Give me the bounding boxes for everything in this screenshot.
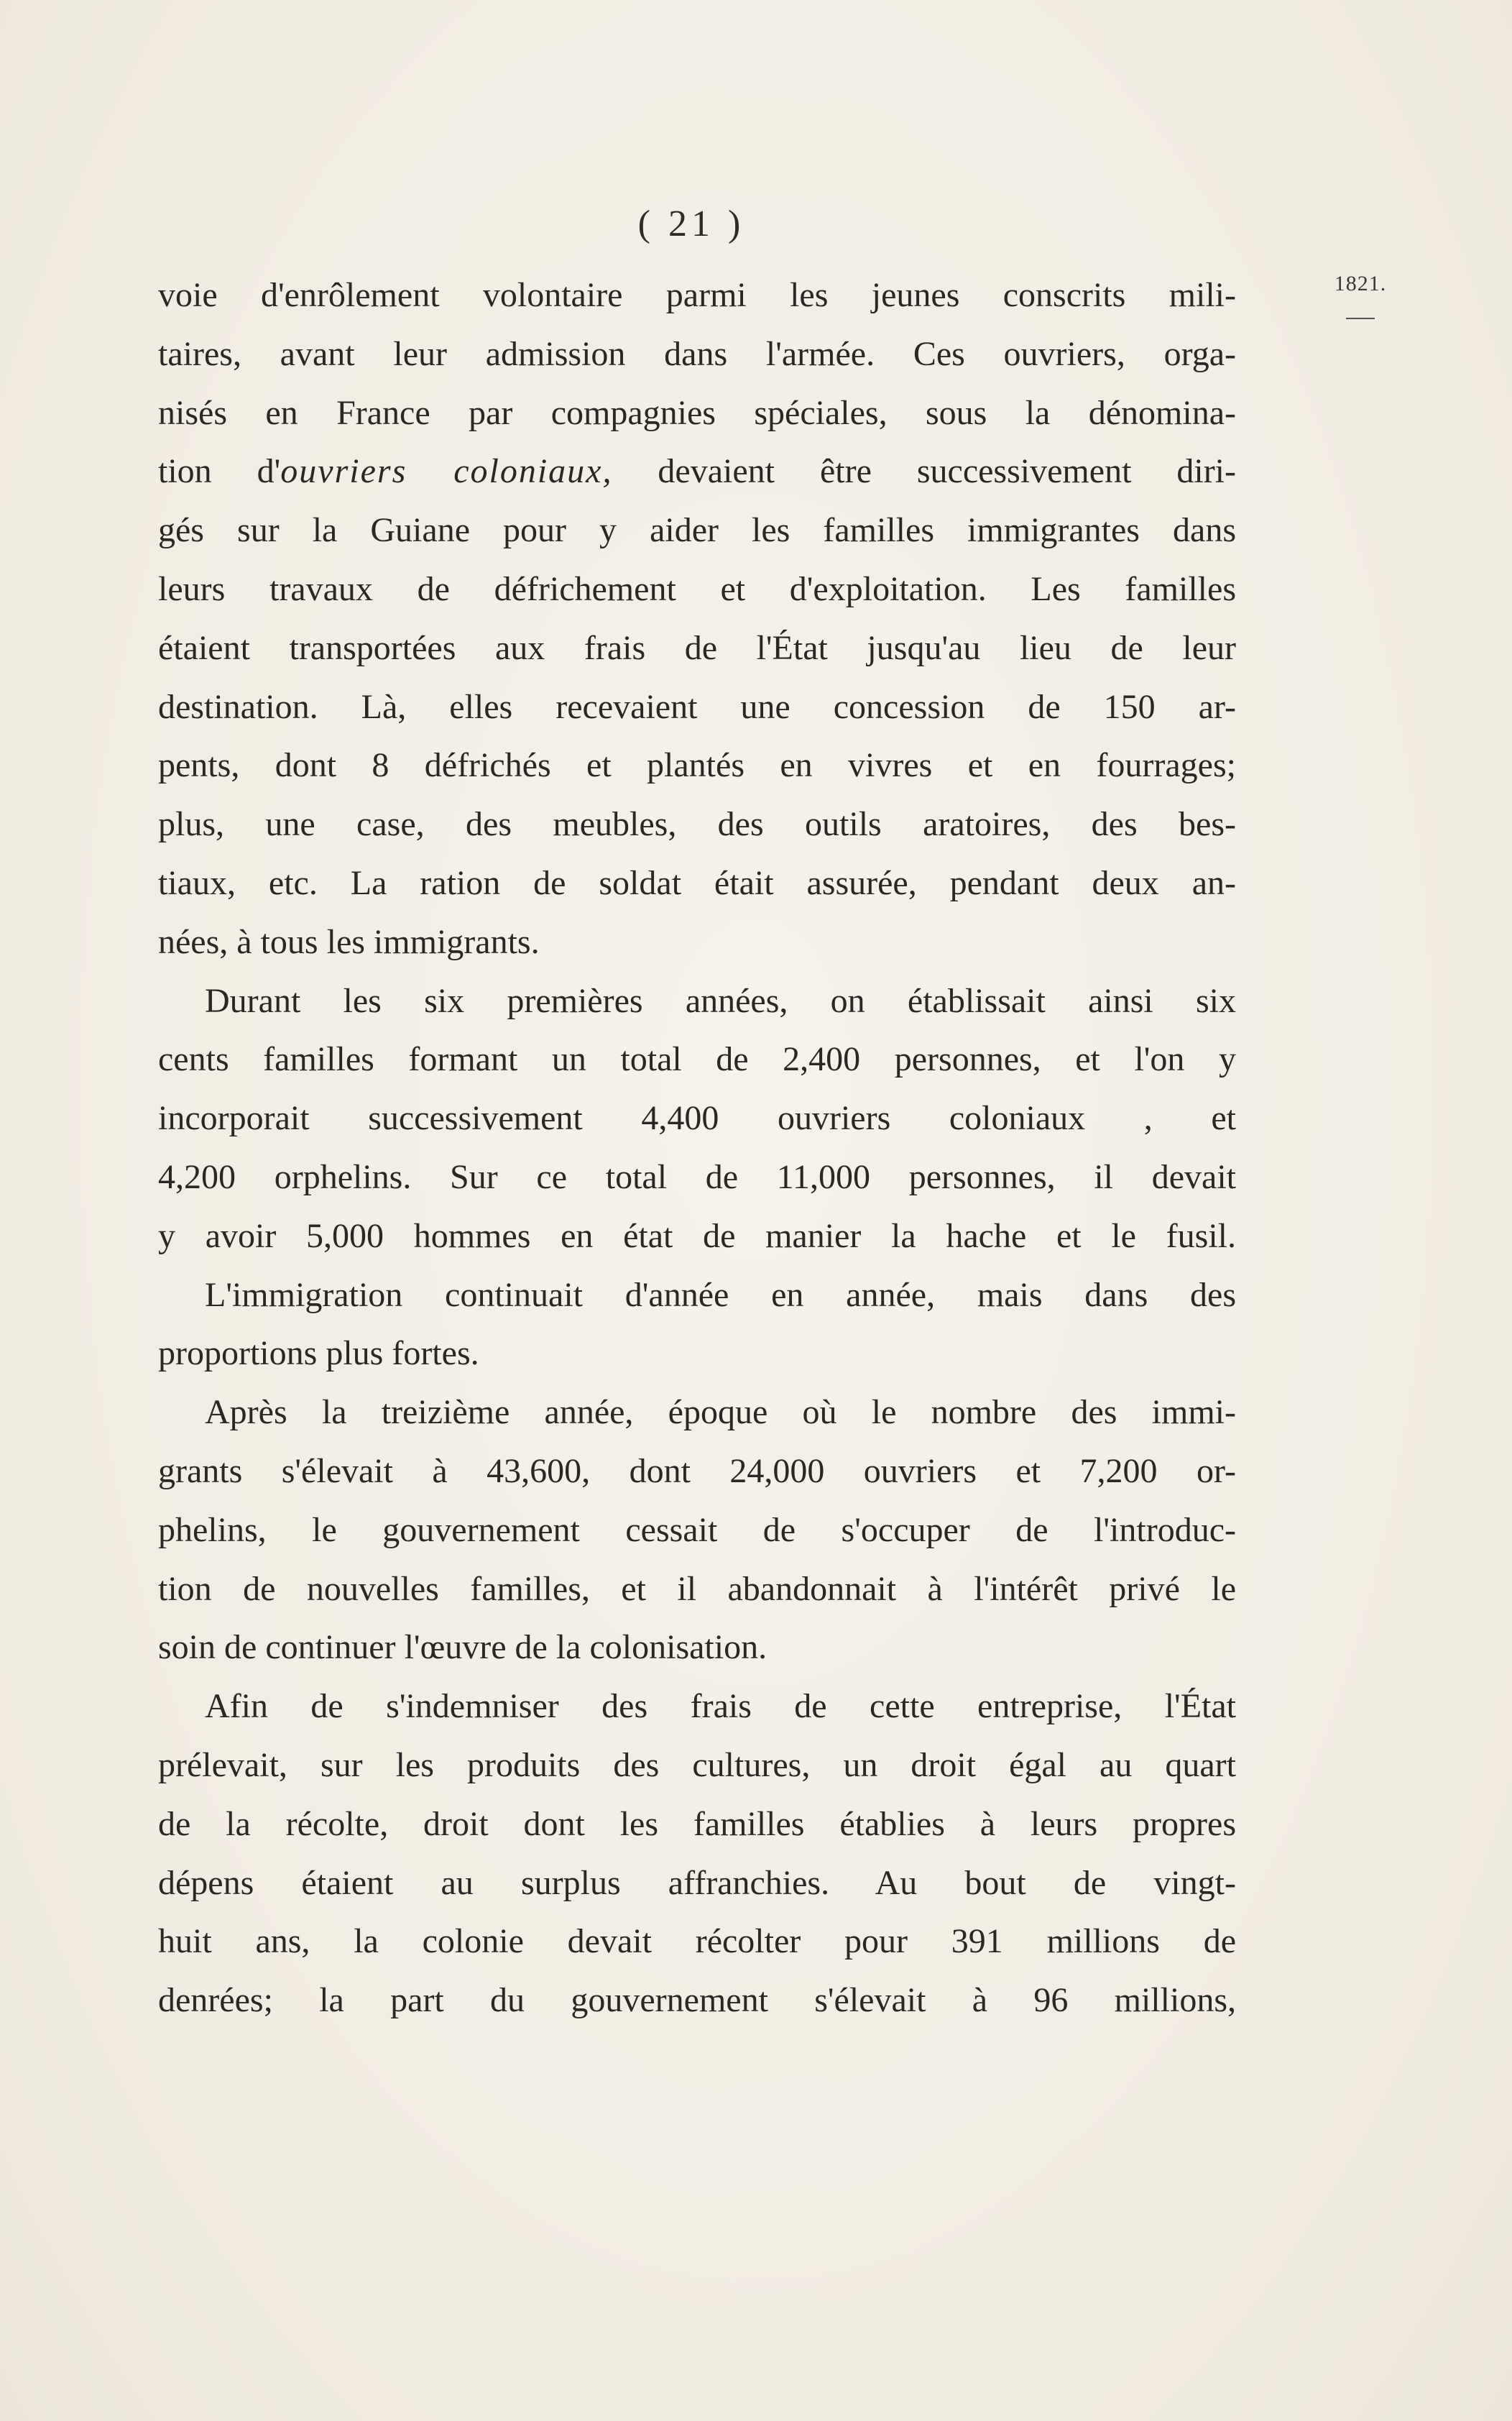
text-line: L'immigration continuait d'année en année, mais dans des (205, 1275, 1236, 1314)
text-line: grants s'élevait à 43,600, dont 24,000 ouvriers et 7,200 or- (158, 1451, 1236, 1490)
text-line: dépens étaient au surplus affranchies. Au bout de vingt- (158, 1863, 1236, 1902)
text-line: destination. Là, elles recevaient une concession de 150 ar- (158, 687, 1236, 726)
text-line (158, 442, 1236, 501)
text-line: huit ans, la colonie devait récolter pour 391 millions de (158, 1922, 1236, 1961)
italic-term: ouvriers coloniaux, (280, 452, 613, 491)
text-line: denrées; la part du gouvernement s'élevait à 96 millions, (158, 1981, 1236, 2020)
text-line: 4,200 orphelins. Sur ce total de 11,000 personnes, il devait (158, 1157, 1236, 1196)
page-number: ( 21 ) (637, 203, 745, 244)
text-line: pents, dont 8 défrichés et plantés en vivres et en fourrages; (158, 746, 1236, 785)
margin-rule (1346, 318, 1375, 319)
text-line: nées, à tous les immigrants. (158, 922, 540, 961)
text-line: soin de continuer l'œuvre de la colonisation. (158, 1628, 767, 1667)
text-line: nisés en France par compagnies spéciales, sous la dénomina- (158, 393, 1236, 432)
text-line: plus, une case, des meubles, des outils aratoires, des bes- (158, 805, 1236, 844)
text-line: voie d'enrôlement volontaire parmi les jeunes conscrits mili- (158, 276, 1236, 314)
body-text (158, 266, 1236, 2030)
text-line: Afin de s'indemniser des frais de cette entreprise, l'État (205, 1687, 1236, 1726)
text-segment: tion d' (158, 452, 281, 491)
text-line: de la récolte, droit dont les familles établies à leurs propres (158, 1804, 1236, 1843)
text-line: phelins, le gouvernement cessait de s'occuper de l'introduc- (158, 1510, 1236, 1549)
text-line: y avoir 5,000 hommes en état de manier la hache et le fusil. (158, 1216, 1236, 1255)
text-line: tion de nouvelles familles, et il abandonnait à l'intérêt privé le (158, 1569, 1236, 1608)
text-line: tiaux, etc. La ration de soldat était assurée, pendant deux an- (158, 863, 1236, 902)
text-line: Durant les six premières années, on établissait ainsi six (205, 981, 1236, 1020)
text-line: proportions plus fortes. (158, 1334, 479, 1373)
margin-year-note: 1821. (1334, 272, 1387, 295)
text-segment: devaient être successivement diri- (612, 452, 1236, 491)
text-line: Après la treizième année, époque où le nombre des immi- (205, 1393, 1236, 1432)
text-line: incorporait successivement 4,400 ouvriers coloniaux , et (158, 1099, 1236, 1138)
text-line: cents familles formant un total de 2,400 personnes, et l'on y (158, 1040, 1236, 1079)
text-line: prélevait, sur les produits des cultures, un droit égal au quart (158, 1745, 1236, 1784)
text-line: étaient transportées aux frais de l'État jusqu'au lieu de leur (158, 628, 1236, 667)
text-line: gés sur la Guiane pour y aider les familles immigrantes dans (158, 511, 1236, 550)
text-line: leurs travaux de défrichement et d'exploitation. Les familles (158, 569, 1236, 608)
text-line: taires, avant leur admission dans l'armée. Ces ouvriers, orga- (158, 334, 1236, 373)
